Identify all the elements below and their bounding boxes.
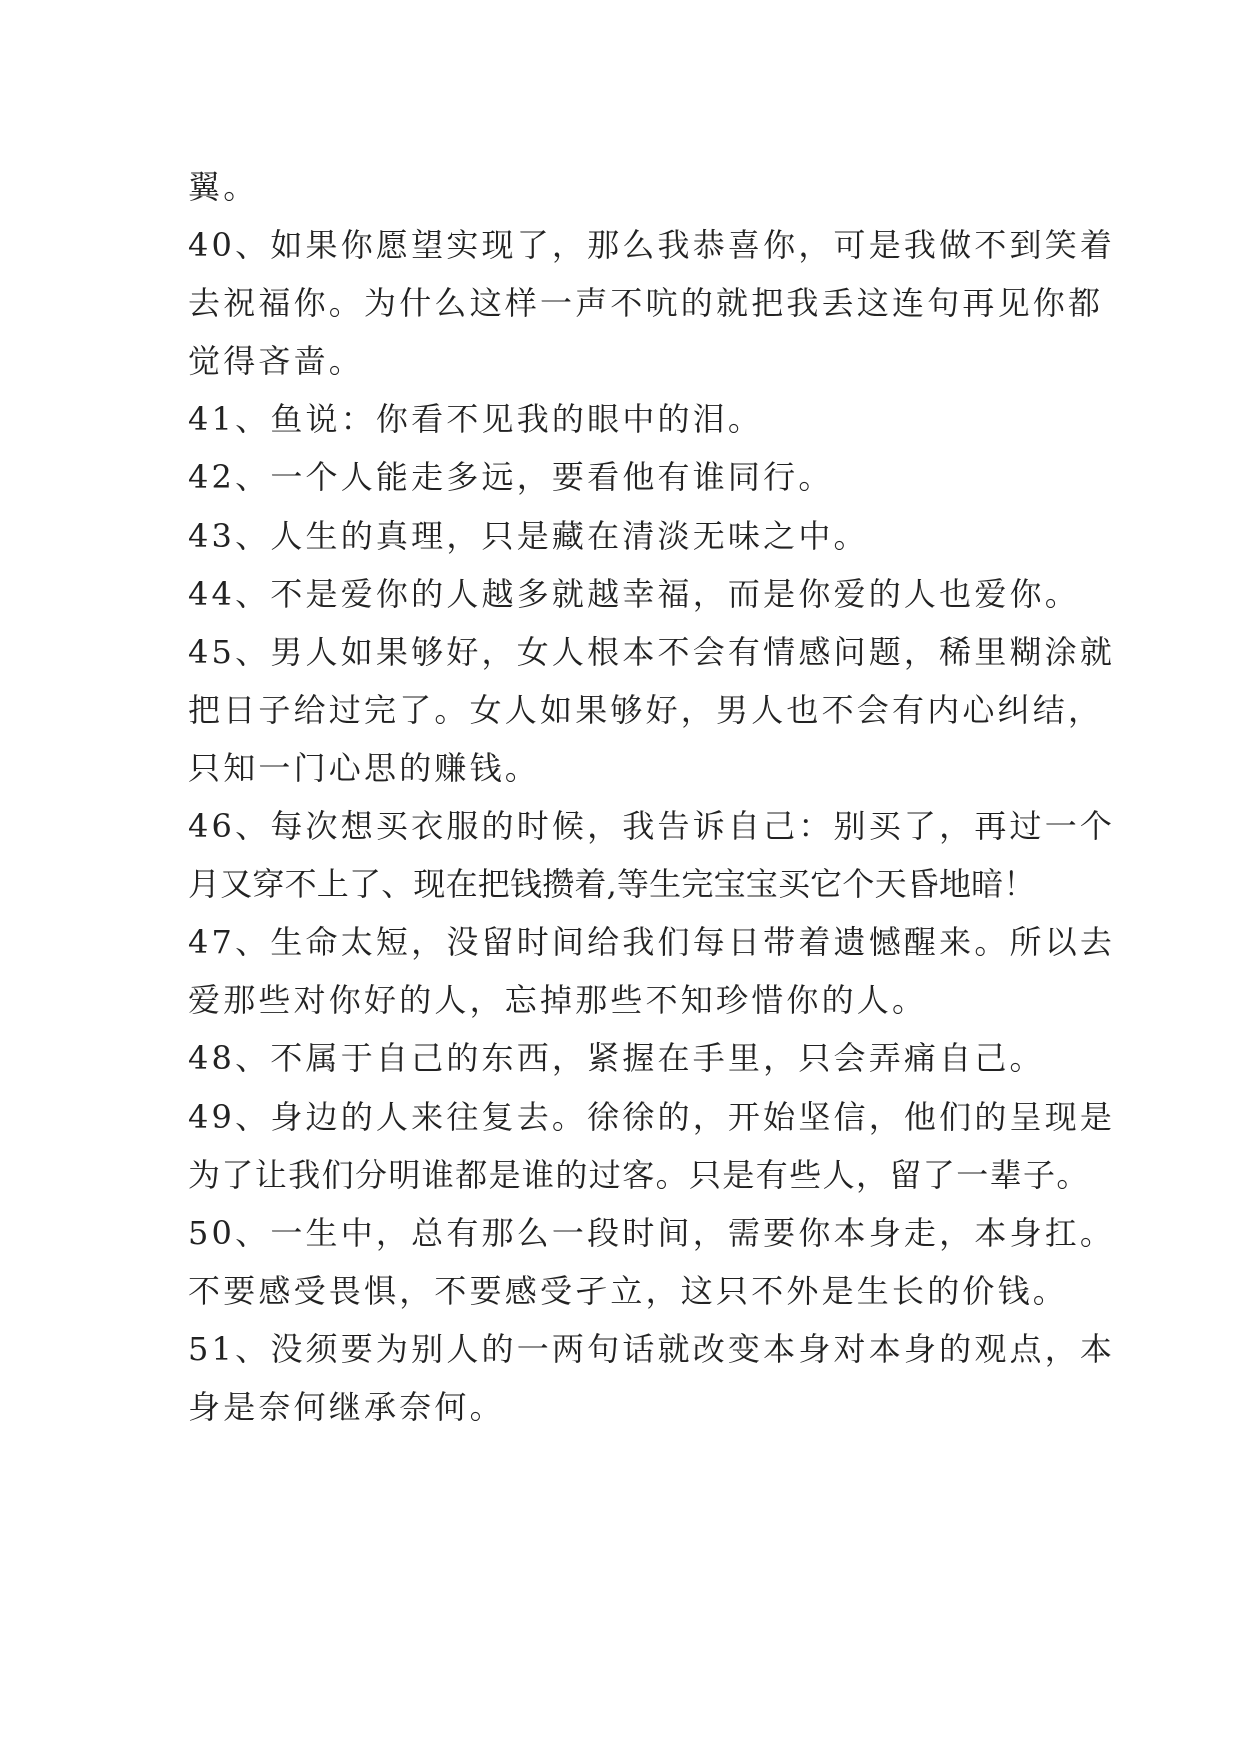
text-line: 去祝福你。为什么这样一声不吭的就把我丢这连句再见你都: [188, 284, 1104, 323]
text-line: 47、生命太短，没留时间给我们每日带着遗憾醒来。所以去: [188, 923, 1116, 962]
body-text: [188, 158, 1116, 1436]
text-line: 48、不属于自己的东西，紧握在手里，只会弄痛自己。: [188, 1039, 1045, 1078]
text-line: 不要感受畏惧，不要感受孑立，这只不外是生长的价钱。: [188, 1271, 1069, 1310]
text-line: 身是奈何继承奈何。: [188, 1387, 505, 1426]
text-line: 只知一门心思的赚钱。: [188, 748, 541, 787]
text-line: 爱那些对你好的人，忘掉那些不知珍惜你的人。: [188, 981, 928, 1020]
text-line: 43、人生的真理，只是藏在清淡无味之中。: [188, 516, 869, 555]
text-line: 41、鱼说：你看不见我的眼中的泪。: [188, 400, 764, 439]
text-line: 50、一生中，总有那么一段时间，需要你本身走，本身扛。: [188, 1213, 1116, 1252]
text-line: 49、身边的人来往复去。徐徐的，开始坚信，他们的呈现是: [188, 1097, 1116, 1136]
text-line: 42、一个人能走多远，要看他有谁同行。: [188, 458, 834, 497]
text-line: 45、男人如果够好，女人根本不会有情感问题，稀里糊涂就: [188, 632, 1116, 671]
text-line: 翼。: [188, 168, 259, 206]
text-line: 46、每次想买衣服的时候，我告诉自己：别买了，再过一个: [188, 807, 1116, 846]
text-line: 为了让我们分明谁都是谁的过客。只是有些人，留了一辈子。: [188, 1155, 1090, 1194]
text-line: 44、不是爱你的人越多就越幸福，而是你爱的人也爱你。: [188, 574, 1080, 613]
text-line: 40、如果你愿望实现了，那么我恭喜你，可是我做不到笑着: [188, 226, 1116, 265]
text-line: 觉得吝啬。: [188, 342, 365, 381]
text-line: 月又穿不上了、现在把钱攒着,等生完宝宝买它个天昏地暗！: [188, 865, 1036, 904]
text-line: 把日子给过完了。女人如果够好，男人也不会有内心纠结，: [188, 690, 1104, 729]
text-line: 51、没须要为别人的一两句话就改变本身对本身的观点，本: [188, 1329, 1116, 1368]
